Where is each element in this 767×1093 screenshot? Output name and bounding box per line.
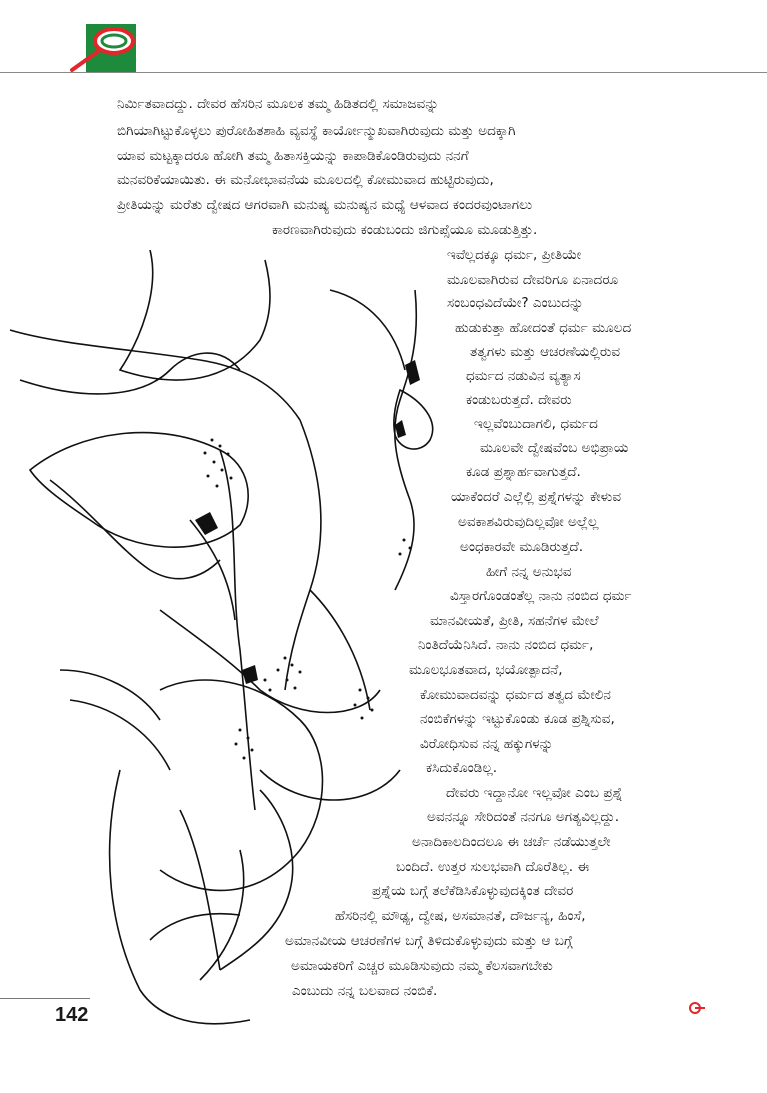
end-of-article-mark-icon [688, 1000, 706, 1019]
body-line: ಸಂಬಂಧವಿದೆಯೇ? ಎಂಬುದನ್ನು [447, 295, 584, 311]
body-line: ಇವೆಲ್ಲದಕ್ಕೂ ಧರ್ಮ, ಪ್ರೀತಿಯೇ [447, 247, 582, 263]
body-line: ಕೂಡ ಪ್ರಶ್ನಾರ್ಹವಾಗುತ್ತದೆ. [466, 464, 581, 480]
body-line: ಬಿಗಿಯಾಗಿಟ್ಟುಕೊಳ್ಳಲು ಪುರೋಹಿತಶಾಹಿ ವ್ಯವಸ್ಥೆ ಕಾರ್ಯೋನ್ಮುಖವಾಗಿರುವುದು ಮತ್ತು ಅದಕ್ಕಾಗಿ [117, 123, 516, 139]
body-line: ನಿಂತಿದೆಯೆನಿಸಿದೆ. ನಾನು ನಂಬಿದ ಧರ್ಮ, [418, 637, 594, 653]
body-line: ಯಾವ ಮಟ್ಟಕ್ಕಾದರೂ ಹೋಗಿ ತಮ್ಮ ಹಿತಾಸಕ್ತಿಯನ್ನು ಕಾಪಾಡಿಕೊಂಡಿರುವುದು ನನಗೆ [117, 148, 469, 164]
body-line: ಮಾನವೀಯತೆ, ಪ್ರೀತಿ, ಸಹನೆಗಳ ಮೇಲೆ [430, 613, 599, 629]
body-line: ಅಮಾನವೀಯ ಆಚರಣೆಗಳ ಬಗ್ಗೆ ತಿಳಿದುಕೊಳ್ಳುವುದು ಮತ್ತು ಆ ಬಗ್ಗೆ [285, 933, 573, 949]
body-line: ಅಮಾಯಕರಿಗೆ ಎಚ್ಚರ ಮೂಡಿಸುವುದು ನಮ್ಮ ಕೆಲಸವಾಗಬೇಕು [291, 958, 553, 974]
body-line: ಇಲ್ಲವೆಂಬುದಾಗಲಿ, ಧರ್ಮದ [474, 416, 598, 432]
body-line: ಯಾಕೆಂದರೆ ಎಲ್ಲೆಲ್ಲಿ ಪ್ರಶ್ನೆಗಳನ್ನು ಕೇಳುವ [451, 489, 622, 505]
body-line: ತತ್ವಗಳು ಮತ್ತು ಆಚರಣೆಯಲ್ಲಿರುವ [470, 344, 621, 360]
body-line: ಅವಕಾಶವಿರುವುದಿಲ್ಲವೋ ಅಲ್ಲೆಲ್ಲ [458, 514, 599, 530]
footer-rule [0, 998, 90, 999]
body-line: ಎಂಬುದು ನನ್ನ ಬಲವಾದ ನಂಬಿಕೆ. [292, 983, 438, 999]
body-line: ದೇವರು ಇದ್ದಾನೋ ಇಲ್ಲವೋ ಎಂಬ ಪ್ರಶ್ನೆ [446, 785, 623, 801]
body-line: ಅವನನ್ನೂ ಸೇರಿದಂತೆ ನನಗೂ ಅಗತ್ಯವಿಲ್ಲದ್ದು. [427, 809, 620, 825]
body-line: ಅಂಧಕಾರವೇ ಮೂಡಿರುತ್ತದೆ. [460, 539, 584, 555]
body-line: ಕಂಡುಬರುತ್ತದೆ. ದೇವರು [466, 392, 572, 408]
body-line: ವಿಸ್ತಾರಗೊಂಡಂತೆಲ್ಲ ನಾನು ನಂಬಿದ ಧರ್ಮ [450, 588, 632, 604]
body-line: ಹೆಸರಿನಲ್ಲಿ ಮೌಢ್ಯ, ದ್ವೇಷ, ಅಸಮಾನತೆ, ದೌರ್ಜನ್ಯ, ಹಿಂಸೆ, [335, 908, 586, 924]
page-number: 142 [55, 1004, 89, 1026]
body-line: ಪ್ರಶ್ನೆಯ ಬಗ್ಗೆ ತಲೆಕೆಡಿಸಿಕೊಳ್ಳುವುದಕ್ಕಿಂತ ದೇವರ [372, 883, 574, 899]
body-line: ಮೂಲಭೂತವಾದ, ಭಯೋತ್ಪಾದನೆ, [409, 662, 563, 678]
body-line: ಮೂಲವಾಗಿರುವ ದೇವರಿಗೂ ಏನಾದರೂ [447, 272, 619, 288]
body-line: ಕಸಿದುಕೊಂಡಿಲ್ಲ. [426, 760, 498, 776]
body-line: ಕೋಮುವಾದವನ್ನು ಧರ್ಮದ ತತ್ವದ ಮೇಲಿನ [420, 687, 611, 703]
body-line: ಬಂದಿದೆ. ಉತ್ತರ ಸುಲಭವಾಗಿ ದೊರೆತಿಲ್ಲ. ಈ [396, 859, 590, 875]
body-line: ಪ್ರೀತಿಯನ್ನು ಮರೆತು ದ್ವೇಷದ ಆಗರವಾಗಿ ಮನುಷ್ಯ ಮನುಷ್ಯನ ಮಧ್ಯೆ ಆಳವಾದ ಕಂದರವುಂಟಾಗಲು [117, 197, 533, 213]
body-line: ಕಾರಣವಾಗಿರುವುದು ಕಂಡುಬಂದು ಜಿಗುಪ್ಸೆಯೂ ಮೂಡುತ್ತಿತ್ತು. [272, 222, 538, 238]
body-line: ಧರ್ಮದ ನಡುವಿನ ವ್ಯತ್ಯಾಸ [466, 368, 581, 384]
body-line: ಹೀಗೆ ನನ್ನ ಅನುಭವ [486, 564, 572, 580]
body-line: ನಿರ್ಮಿತವಾದದ್ದು. ದೇವರ ಹೆಸರಿನ ಮೂಲಕ ತಮ್ಮ ಹಿಡಿತದಲ್ಲಿ ಸಮಾಜವನ್ನು [117, 96, 439, 112]
body-line: ಅನಾದಿಕಾಲದಿಂದಲೂ ಈ ಚರ್ಚೆ ನಡೆಯುತ್ತಲೇ [412, 834, 611, 850]
body-line: ಹುಡುಕುತ್ತಾ ಹೋದಂತೆ ಧರ್ಮ ಮೂಲದ [455, 320, 632, 336]
body-line: ಮನವರಿಕೆಯಾಯಿತು. ಈ ಮನೋಭಾವನೆಯ ಮೂಲದಲ್ಲಿ ಕೋಮುವಾದ ಹುಟ್ಟಿರುವುದು, [117, 172, 494, 188]
body-line: ಮೂಲವೇ ದ್ವೇಷವೆಂಬ ಅಭಿಪ್ರಾಯ [480, 440, 629, 456]
body-line: ವಿರೋಧಿಸುವ ನನ್ನ ಹಕ್ಕುಗಳನ್ನು [420, 736, 554, 752]
body-line: ನಂಬಿಕೆಗಳನ್ನು ಇಟ್ಟುಕೊಂಡು ಕೂಡ ಪ್ರಶ್ನಿಸುವ, [420, 711, 615, 727]
magnifier-logo-icon [86, 24, 136, 72]
